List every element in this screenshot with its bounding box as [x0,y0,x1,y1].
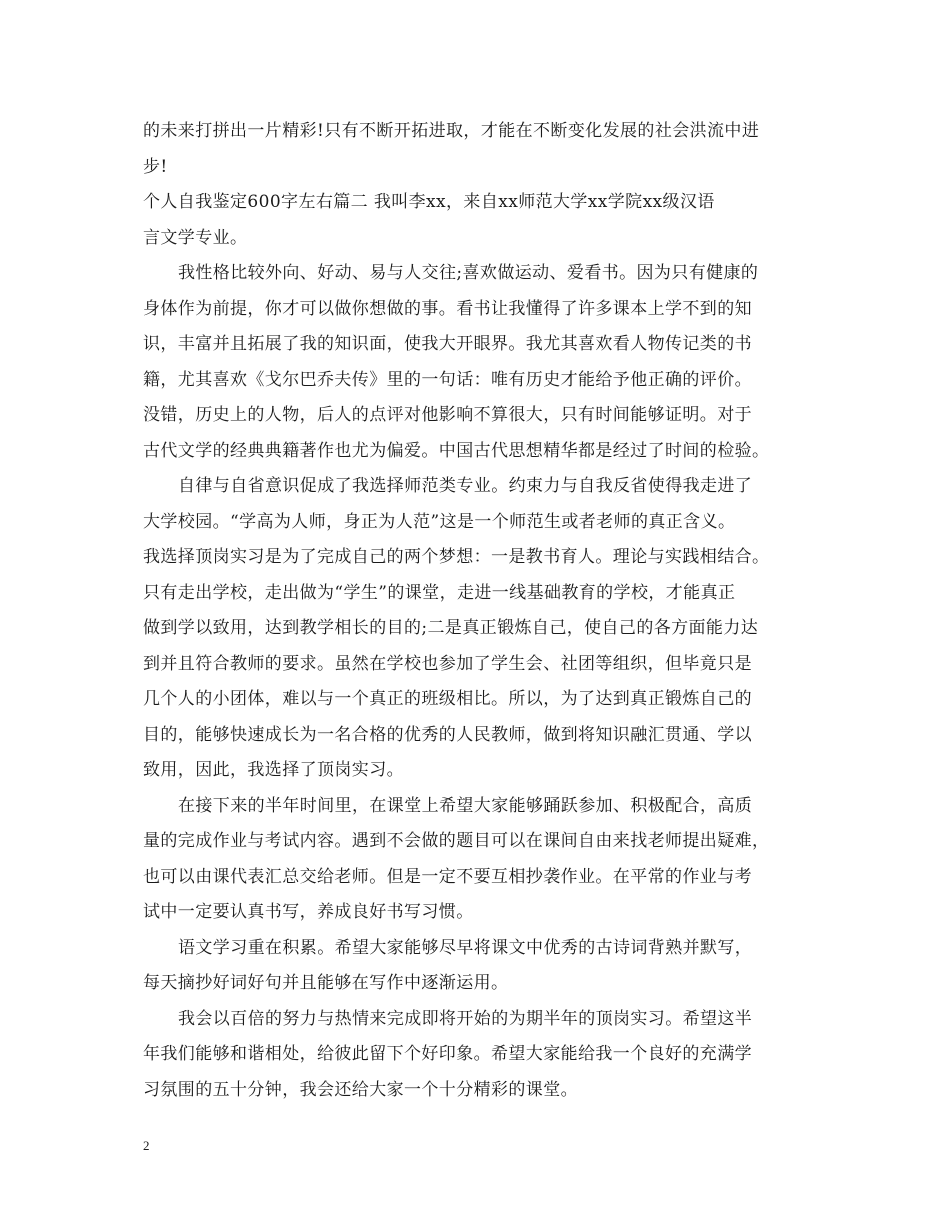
text-line: 每天摘抄好词好句并且能够在写作中逐渐运用。 [143,973,509,993]
text-line: 习氛围的五十分钟，我会还给大家一个十分精彩的课堂。 [143,1080,578,1100]
text-line: 言文学专业。 [143,228,248,248]
text-line: 语文学习重在积累。希望大家能够尽早将课文中优秀的古诗词背熟并默写， [178,938,753,958]
page-number: 2 [143,1138,150,1153]
text-line: 籍，尤其喜欢《戈尔巴乔夫传》里的一句话：唯有历史才能给予他正确的评价。 [143,370,752,390]
text-line: 试中一定要认真书写，养成良好书写习惯。 [143,902,474,922]
text-line: 只有走出学校，走出做为“学生”的课堂，走进一线基础教育的学校，才能真正 [143,583,736,603]
text-line: 我会以百倍的努力与热情来完成即将开始的为期半年的顶岗实习。希望这半 [178,1009,753,1029]
text-line: 做到学以致用，达到教学相长的目的;二是真正锻炼自己，使自己的各方面能力达 [143,618,759,638]
text-line: 身体作为前提，你才可以做你想做的事。看书让我懂得了许多课本上学不到的知 [143,299,752,319]
text-line: 步! [143,157,168,177]
text-line: 没错，历史上的人物，后人的点评对他影响不算很大，只有时间能够证明。对于 [143,405,752,425]
text-line: 几个人的小团体，难以与一个真正的班级相比。所以，为了达到真正锻炼自己的 [143,689,752,709]
text-line: 识，丰富并且拓展了我的知识面，使我大开眼界。我尤其喜欢看人物传记类的书 [143,334,752,354]
text-line: 目的，能够快速成长为一名合格的优秀的人民教师，做到将知识融汇贯通、学以 [143,725,752,745]
text-line: 量的完成作业与考试内容。遇到不会做的题目可以在课间自由来找老师提出疑难， [143,831,770,851]
text-line: 也可以由课代表汇总交给老师。但是一定不要互相抄袭作业。在平常的作业与考 [143,867,752,887]
text-line: 到并且符合教师的要求。虽然在学校也参加了学生会、社团等组织，但毕竟只是 [143,654,752,674]
text-line: 古代文学的经典典籍著作也尤为偏爱。中国古代思想精华都是经过了时间的检验。 [143,441,770,461]
text-line: 致用，因此，我选择了顶岗实习。 [143,760,404,780]
text-line: 的未来打拼出一片精彩!只有不断开拓进取，才能在不断变化发展的社会洪流中进 [143,121,760,141]
text-line: 自律与自省意识促成了我选择师范类专业。约束力与自我反省使得我走进了 [178,476,753,496]
text-line: 年我们能够和谐相处，给彼此留下个好印象。希望大家能给我一个良好的充满学 [143,1044,752,1064]
text-line: 我性格比较外向、好动、易与人交往;喜欢做运动、爱看书。因为只有健康的 [178,263,759,283]
text-line: 我选择顶岗实习是为了完成自己的两个梦想：一是教书育人。理论与实践相结合。 [143,547,770,567]
text-line: 个人自我鉴定600字左右篇二 我叫李xx，来自xx师范大学xx学院xx级汉语 [143,192,715,212]
text-line: 在接下来的半年时间里，在课堂上希望大家能够踊跃参加、积极配合，高质 [178,796,753,816]
text-line: 大学校园。“学高为人师，身正为人范”这是一个师范生或者老师的真正含义。 [143,512,736,532]
